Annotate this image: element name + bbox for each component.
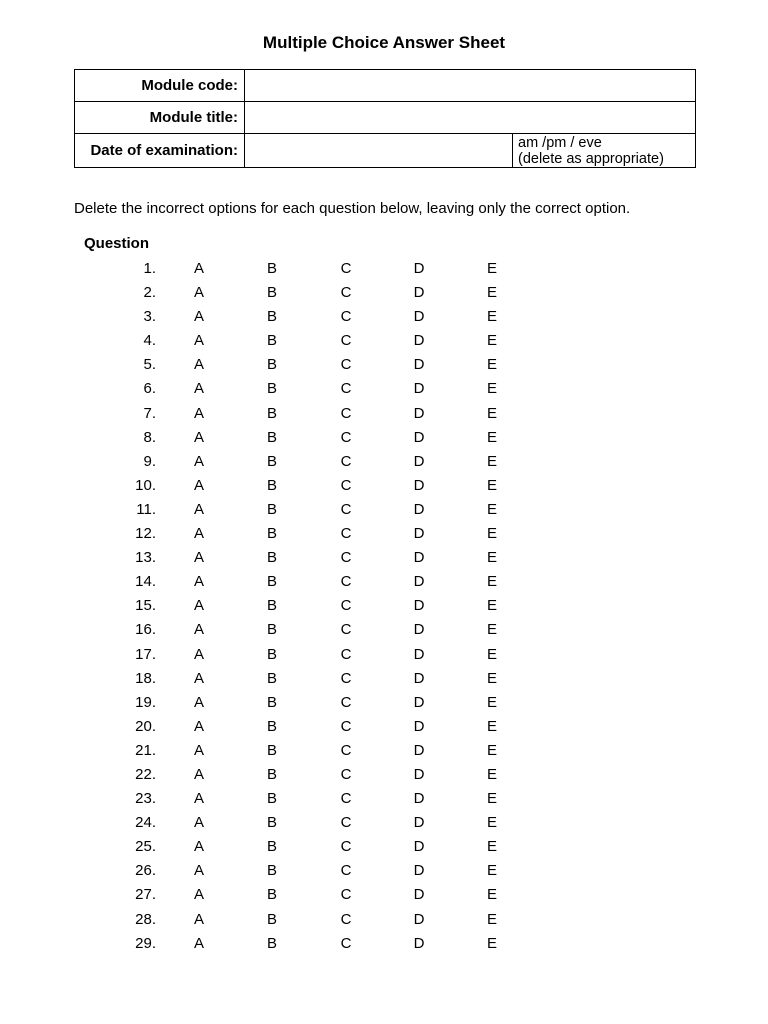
- option-e[interactable]: E: [486, 790, 497, 808]
- option-c[interactable]: C: [340, 356, 352, 374]
- option-b[interactable]: B: [266, 669, 277, 687]
- option-a[interactable]: A: [193, 356, 204, 374]
- option-c[interactable]: C: [340, 669, 352, 687]
- option-a[interactable]: A: [193, 693, 204, 711]
- exam-session-options: am /pm / eve: [518, 134, 602, 151]
- question-number: 3.: [143, 308, 156, 326]
- module-code-row: [75, 70, 696, 102]
- option-c[interactable]: C: [340, 308, 352, 326]
- question-number: 14.: [135, 573, 156, 591]
- option-c[interactable]: C: [340, 549, 352, 567]
- option-c[interactable]: C: [340, 573, 352, 591]
- question-row: [0, 404, 768, 428]
- option-d[interactable]: D: [413, 500, 425, 518]
- option-d[interactable]: D: [413, 669, 425, 687]
- option-d[interactable]: D: [413, 452, 425, 470]
- option-d[interactable]: D: [413, 573, 425, 591]
- question-row: [0, 524, 768, 548]
- option-a[interactable]: A: [193, 597, 204, 615]
- option-c[interactable]: C: [340, 476, 352, 494]
- option-b[interactable]: B: [266, 380, 277, 398]
- option-c[interactable]: C: [340, 693, 352, 711]
- option-b[interactable]: B: [266, 260, 277, 277]
- option-d[interactable]: D: [413, 356, 425, 374]
- module-title-label: Module title:: [75, 102, 245, 134]
- option-a[interactable]: A: [193, 549, 204, 567]
- option-c[interactable]: C: [340, 741, 352, 759]
- module-info-table: [74, 69, 696, 168]
- option-d[interactable]: D: [413, 790, 425, 808]
- module-title-field[interactable]: [245, 102, 696, 134]
- question-number: 24.: [135, 814, 156, 832]
- option-d[interactable]: D: [413, 814, 425, 832]
- option-e[interactable]: E: [486, 404, 497, 422]
- option-b[interactable]: B: [266, 910, 277, 928]
- option-d[interactable]: D: [413, 765, 425, 783]
- question-row: [0, 693, 768, 717]
- option-a[interactable]: A: [193, 476, 204, 494]
- option-a[interactable]: A: [193, 838, 204, 856]
- option-b[interactable]: B: [266, 741, 277, 759]
- option-a[interactable]: A: [193, 717, 204, 735]
- option-e[interactable]: E: [486, 332, 497, 350]
- question-row: [0, 837, 768, 861]
- option-b[interactable]: B: [266, 356, 277, 374]
- question-row: [0, 452, 768, 476]
- option-b[interactable]: B: [266, 862, 277, 880]
- option-a[interactable]: A: [193, 525, 204, 543]
- option-d[interactable]: D: [413, 380, 425, 398]
- question-number: 9.: [143, 452, 156, 470]
- question-row: [0, 741, 768, 765]
- option-e[interactable]: E: [486, 645, 497, 663]
- question-number: 29.: [135, 934, 156, 952]
- option-a[interactable]: A: [193, 621, 204, 639]
- question-number: 20.: [135, 717, 156, 735]
- option-b[interactable]: B: [266, 765, 277, 783]
- question-number: 1.: [143, 260, 156, 277]
- option-a[interactable]: A: [193, 428, 204, 446]
- option-c[interactable]: C: [340, 910, 352, 928]
- question-header: Question: [84, 235, 150, 252]
- exam-date-row: [75, 134, 696, 168]
- question-row: [0, 765, 768, 789]
- option-c[interactable]: C: [340, 645, 352, 663]
- option-d[interactable]: D: [413, 645, 425, 663]
- option-a[interactable]: A: [193, 910, 204, 928]
- option-c[interactable]: C: [340, 284, 352, 302]
- option-d[interactable]: D: [413, 476, 425, 494]
- option-c[interactable]: C: [340, 404, 352, 422]
- option-d[interactable]: D: [413, 404, 425, 422]
- module-code-field[interactable]: [245, 70, 696, 102]
- option-a[interactable]: A: [193, 814, 204, 832]
- option-d[interactable]: D: [413, 621, 425, 639]
- option-b[interactable]: B: [266, 693, 277, 711]
- option-e[interactable]: E: [486, 765, 497, 783]
- question-number: 26.: [135, 862, 156, 880]
- option-b[interactable]: B: [266, 476, 277, 494]
- question-row: [0, 813, 768, 837]
- option-e[interactable]: E: [486, 814, 497, 832]
- exam-session-field[interactable]: [513, 134, 696, 168]
- option-d[interactable]: D: [413, 910, 425, 928]
- option-d[interactable]: D: [413, 525, 425, 543]
- option-c[interactable]: C: [340, 862, 352, 880]
- option-a[interactable]: A: [193, 765, 204, 783]
- module-code-label: Module code:: [75, 70, 245, 102]
- option-e[interactable]: E: [486, 669, 497, 687]
- option-b[interactable]: B: [266, 549, 277, 567]
- option-b[interactable]: B: [266, 452, 277, 470]
- option-d[interactable]: D: [413, 838, 425, 856]
- question-row: [0, 885, 768, 909]
- option-d[interactable]: D: [413, 886, 425, 904]
- question-row: [0, 861, 768, 885]
- option-d[interactable]: D: [413, 549, 425, 567]
- exam-session-note: (delete as appropriate): [518, 150, 664, 167]
- option-b[interactable]: B: [266, 621, 277, 639]
- page-title: Multiple Choice Answer Sheet: [262, 33, 506, 52]
- question-row: [0, 476, 768, 500]
- question-number: 17.: [135, 645, 156, 663]
- question-number: 11.: [136, 500, 156, 518]
- question-row: [0, 500, 768, 524]
- option-b[interactable]: B: [266, 814, 277, 832]
- option-c[interactable]: C: [340, 790, 352, 808]
- option-c[interactable]: C: [340, 717, 352, 735]
- question-number: 2.: [143, 284, 156, 302]
- option-e[interactable]: E: [486, 428, 497, 446]
- option-c[interactable]: C: [340, 814, 352, 832]
- question-row: [0, 355, 768, 379]
- option-e[interactable]: E: [486, 741, 497, 759]
- option-c[interactable]: C: [340, 838, 352, 856]
- option-c[interactable]: C: [340, 525, 352, 543]
- option-e[interactable]: E: [486, 621, 497, 639]
- exam-date-label: Date of examination:: [75, 134, 245, 168]
- question-number: 16.: [135, 621, 156, 639]
- option-a[interactable]: A: [193, 452, 204, 470]
- option-d[interactable]: D: [413, 741, 425, 759]
- option-b[interactable]: B: [266, 525, 277, 543]
- option-e[interactable]: E: [486, 910, 497, 928]
- option-b[interactable]: B: [266, 573, 277, 591]
- question-row: [0, 259, 768, 283]
- question-row: [0, 669, 768, 693]
- question-row: [0, 331, 768, 355]
- option-b[interactable]: B: [266, 404, 277, 422]
- option-b[interactable]: B: [266, 308, 277, 326]
- question-number: 13.: [135, 549, 156, 567]
- question-row: [0, 283, 768, 307]
- option-d[interactable]: D: [413, 260, 425, 277]
- option-e[interactable]: E: [486, 356, 497, 374]
- option-b[interactable]: B: [266, 886, 277, 904]
- question-number: 6.: [143, 380, 156, 398]
- question-number: 27.: [135, 886, 156, 904]
- option-c[interactable]: C: [340, 765, 352, 783]
- question-number: 22.: [135, 765, 156, 783]
- option-c[interactable]: C: [340, 500, 352, 518]
- question-row: [0, 596, 768, 620]
- question-row: [0, 572, 768, 596]
- question-number: 21.: [135, 741, 156, 759]
- option-e[interactable]: E: [486, 500, 497, 518]
- option-e[interactable]: E: [486, 549, 497, 567]
- option-c[interactable]: C: [340, 621, 352, 639]
- option-a[interactable]: A: [193, 380, 204, 398]
- question-number: 18.: [135, 669, 156, 687]
- option-e[interactable]: E: [486, 308, 497, 326]
- question-row: [0, 934, 768, 958]
- option-e[interactable]: E: [486, 260, 497, 277]
- option-b[interactable]: B: [266, 332, 277, 350]
- option-d[interactable]: D: [413, 597, 425, 615]
- option-e[interactable]: E: [486, 862, 497, 880]
- option-a[interactable]: A: [193, 645, 204, 663]
- option-e[interactable]: E: [486, 934, 497, 952]
- option-e[interactable]: E: [486, 597, 497, 615]
- option-e[interactable]: E: [486, 452, 497, 470]
- option-e[interactable]: E: [486, 693, 497, 711]
- option-a[interactable]: A: [193, 500, 204, 518]
- option-e[interactable]: E: [486, 525, 497, 543]
- option-c[interactable]: C: [340, 934, 352, 952]
- option-a[interactable]: A: [193, 404, 204, 422]
- question-number: 25.: [135, 838, 156, 856]
- option-a[interactable]: A: [193, 790, 204, 808]
- question-row: [0, 307, 768, 331]
- option-d[interactable]: D: [413, 717, 425, 735]
- option-c[interactable]: C: [340, 428, 352, 446]
- option-d[interactable]: D: [413, 284, 425, 302]
- option-e[interactable]: E: [486, 838, 497, 856]
- question-number: 28.: [135, 910, 156, 928]
- question-number: 4.: [143, 332, 156, 350]
- question-number: 12.: [135, 525, 156, 543]
- option-c[interactable]: C: [340, 260, 352, 277]
- question-number: 7.: [143, 404, 156, 422]
- question-number: 19.: [135, 693, 156, 711]
- exam-date-field[interactable]: [245, 134, 513, 168]
- option-c[interactable]: C: [340, 332, 352, 350]
- option-a[interactable]: A: [193, 741, 204, 759]
- question-row: [0, 645, 768, 669]
- option-d[interactable]: D: [413, 693, 425, 711]
- question-row: [0, 789, 768, 813]
- option-a[interactable]: A: [193, 669, 204, 687]
- option-a[interactable]: A: [193, 284, 204, 302]
- option-e[interactable]: E: [486, 284, 497, 302]
- question-row: [0, 428, 768, 452]
- question-number: 5.: [143, 356, 156, 374]
- option-c[interactable]: C: [340, 886, 352, 904]
- question-row: [0, 548, 768, 572]
- option-d[interactable]: D: [413, 934, 425, 952]
- option-d[interactable]: D: [413, 332, 425, 350]
- option-a[interactable]: A: [193, 332, 204, 350]
- question-number: 15.: [135, 597, 156, 615]
- question-row: [0, 379, 768, 403]
- option-c[interactable]: C: [340, 380, 352, 398]
- option-e[interactable]: E: [486, 717, 497, 735]
- option-e[interactable]: E: [486, 573, 497, 591]
- option-a[interactable]: A: [193, 260, 204, 277]
- option-a[interactable]: A: [193, 862, 204, 880]
- option-b[interactable]: B: [266, 284, 277, 302]
- option-e[interactable]: E: [486, 886, 497, 904]
- option-b[interactable]: B: [266, 500, 277, 518]
- option-c[interactable]: C: [340, 597, 352, 615]
- option-d[interactable]: D: [413, 862, 425, 880]
- question-number: 8.: [143, 428, 156, 446]
- question-number: 23.: [135, 790, 156, 808]
- option-b[interactable]: B: [266, 645, 277, 663]
- question-row: [0, 620, 768, 644]
- option-b[interactable]: B: [266, 428, 277, 446]
- option-a[interactable]: A: [193, 308, 204, 326]
- option-d[interactable]: D: [413, 308, 425, 326]
- option-a[interactable]: A: [193, 934, 204, 952]
- option-a[interactable]: A: [193, 573, 204, 591]
- option-b[interactable]: B: [266, 790, 277, 808]
- question-number: 10.: [135, 476, 156, 494]
- question-list: [0, 259, 768, 958]
- option-a[interactable]: A: [193, 886, 204, 904]
- option-b[interactable]: B: [266, 597, 277, 615]
- option-d[interactable]: D: [413, 428, 425, 446]
- option-b[interactable]: B: [266, 838, 277, 856]
- module-title-row: [75, 102, 696, 134]
- option-b[interactable]: B: [266, 717, 277, 735]
- question-row: [0, 910, 768, 934]
- question-row: [0, 717, 768, 741]
- option-e[interactable]: E: [486, 476, 497, 494]
- option-b[interactable]: B: [266, 934, 277, 952]
- option-e[interactable]: E: [486, 380, 497, 398]
- option-c[interactable]: C: [340, 452, 352, 470]
- instruction-text: Delete the incorrect options for each question below, leaving only the correct option.: [74, 200, 631, 217]
